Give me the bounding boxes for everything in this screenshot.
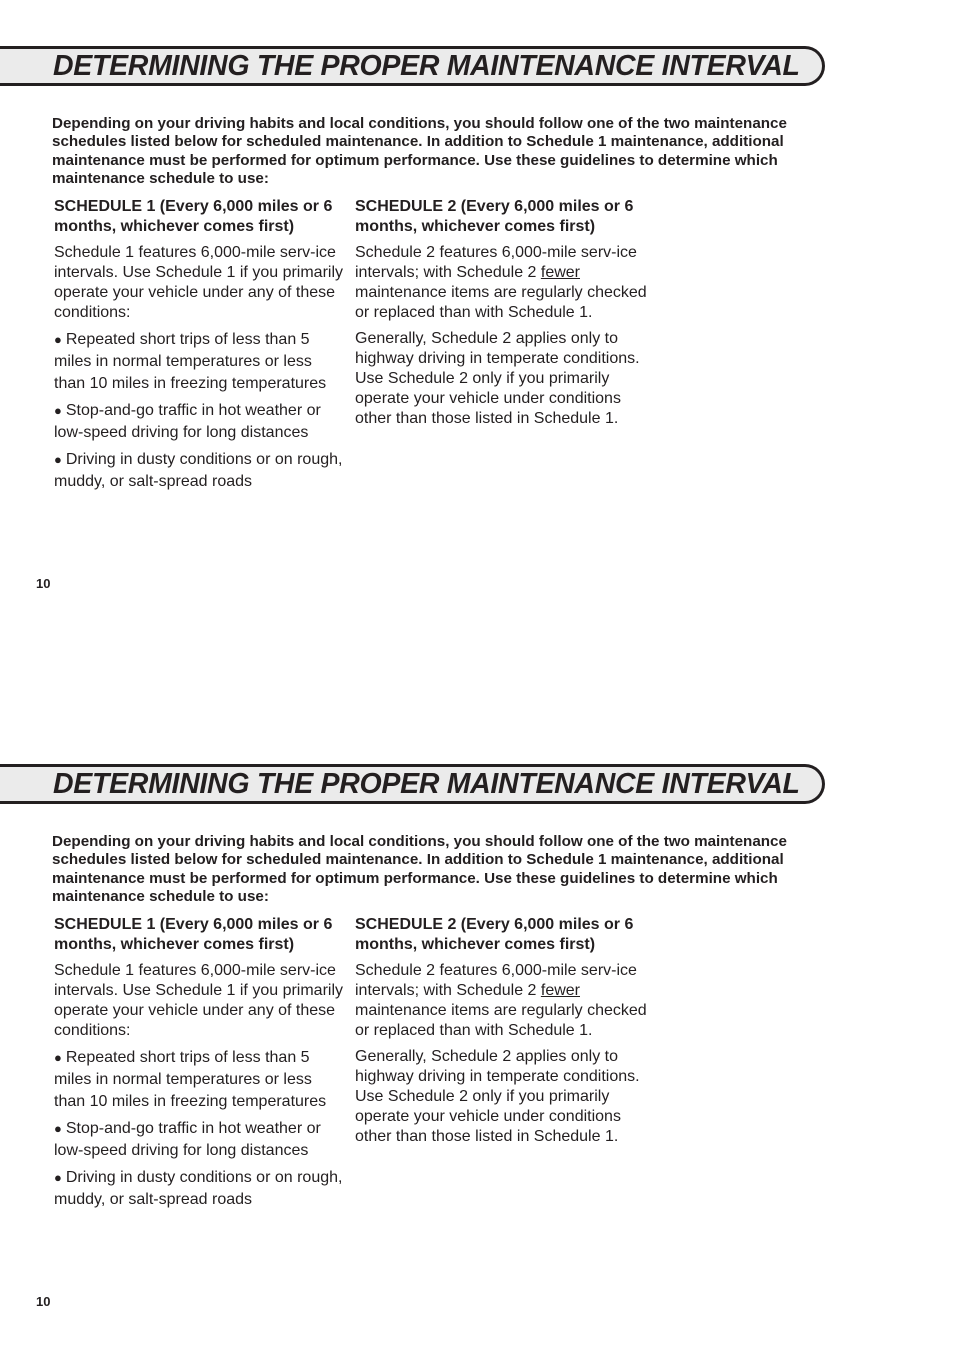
page-number: 10 [36, 576, 51, 591]
condition-bullet [54, 1167, 344, 1211]
schedule-1-heading: SCHEDULE 1 (Every 6,000 miles or 6 months, whichever comes first) [54, 916, 333, 953]
condition-bullet [54, 329, 344, 395]
bullet-icon: ● [54, 403, 62, 418]
condition-bullet [54, 1047, 344, 1113]
schedule-1-heading: SCHEDULE 1 (Every 6,000 miles or 6 months, whichever comes first) [54, 198, 333, 235]
intro-paragraph: Depending on your driving habits and local conditions, you should follow one of the two maintenance schedules listed below for scheduled maintenance. In addition to Schedule 1 maintenance, additional maintenance must be performed for optimum performance. Use these guidelines to determine which maintenance schedule to use: [52, 833, 787, 905]
underlined-word: fewer [540, 982, 580, 999]
text-span: maintenance items are regularly checked or replaced than with Schedule 1. [355, 1002, 647, 1039]
bullet-text: Driving in dusty conditions or on rough, muddy, or salt-spread roads [54, 1169, 343, 1208]
page-title: DETERMINING THE PROPER MAINTENANCE INTERVAL [53, 768, 800, 800]
bullet-icon: ● [54, 1050, 62, 1065]
schedule-1-description: Schedule 1 features 6,000-mile serv-ice intervals. Use Schedule 1 if you primarily operate your vehicle under any of these conditions: [54, 244, 344, 321]
bullet-icon: ● [54, 332, 62, 347]
page-section-top [0, 46, 954, 646]
schedule-2-heading: SCHEDULE 2 (Every 6,000 miles or 6 months, whichever comes first) [355, 198, 634, 235]
schedule-2-note: Generally, Schedule 2 applies only to highway driving in temperate conditions. Use Schedule 2 only if you primarily operate your vehicle under conditions other than those listed in Schedule 1. [355, 330, 640, 427]
page-number: 10 [36, 1294, 51, 1309]
page-title: DETERMINING THE PROPER MAINTENANCE INTERVAL [53, 50, 800, 82]
schedule-2-column [355, 915, 655, 1153]
bullet-text: Repeated short trips of less than 5 miles in normal temperatures or less than 10 miles in freezing temperatures [54, 1049, 327, 1110]
bullet-icon: ● [54, 452, 62, 467]
condition-bullet [54, 400, 344, 444]
schedule-2-column [355, 197, 655, 435]
bullet-text: Stop-and-go traffic in hot weather or low-speed driving for long distances [54, 402, 321, 441]
underlined-word: fewer [540, 264, 580, 281]
text-span: maintenance items are regularly checked or replaced than with Schedule 1. [355, 284, 647, 321]
condition-bullet [54, 449, 344, 493]
schedule-2-description [355, 961, 655, 1041]
bullet-icon: ● [54, 1170, 62, 1185]
bullet-text: Repeated short trips of less than 5 miles in normal temperatures or less than 10 miles in freezing temperatures [54, 331, 327, 392]
condition-bullet [54, 1118, 344, 1162]
text-span: Schedule 2 features 6,000-mile serv-ice intervals; with Schedule 2 [355, 244, 637, 281]
schedule-1-column [54, 197, 344, 498]
schedule-2-note: Generally, Schedule 2 applies only to highway driving in temperate conditions. Use Schedule 2 only if you primarily operate your vehicle under conditions other than those listed in Schedule 1. [355, 1048, 640, 1145]
intro-paragraph: Depending on your driving habits and local conditions, you should follow one of the two maintenance schedules listed below for scheduled maintenance. In addition to Schedule 1 maintenance, additional maintenance must be performed for optimum performance. Use these guidelines to determine which maintenance schedule to use: [52, 115, 787, 187]
schedule-2-description [355, 243, 655, 323]
text-span: Schedule 2 features 6,000-mile serv-ice intervals; with Schedule 2 [355, 962, 637, 999]
bullet-text: Driving in dusty conditions or on rough, muddy, or salt-spread roads [54, 451, 343, 490]
schedule-1-description: Schedule 1 features 6,000-mile serv-ice intervals. Use Schedule 1 if you primarily operate your vehicle under any of these conditions: [54, 962, 344, 1039]
page-section-bottom [0, 764, 954, 1364]
bullet-text: Stop-and-go traffic in hot weather or low-speed driving for long distances [54, 1120, 321, 1159]
bullet-icon: ● [54, 1121, 62, 1136]
schedule-2-heading: SCHEDULE 2 (Every 6,000 miles or 6 months, whichever comes first) [355, 916, 634, 953]
schedule-1-column [54, 915, 344, 1216]
